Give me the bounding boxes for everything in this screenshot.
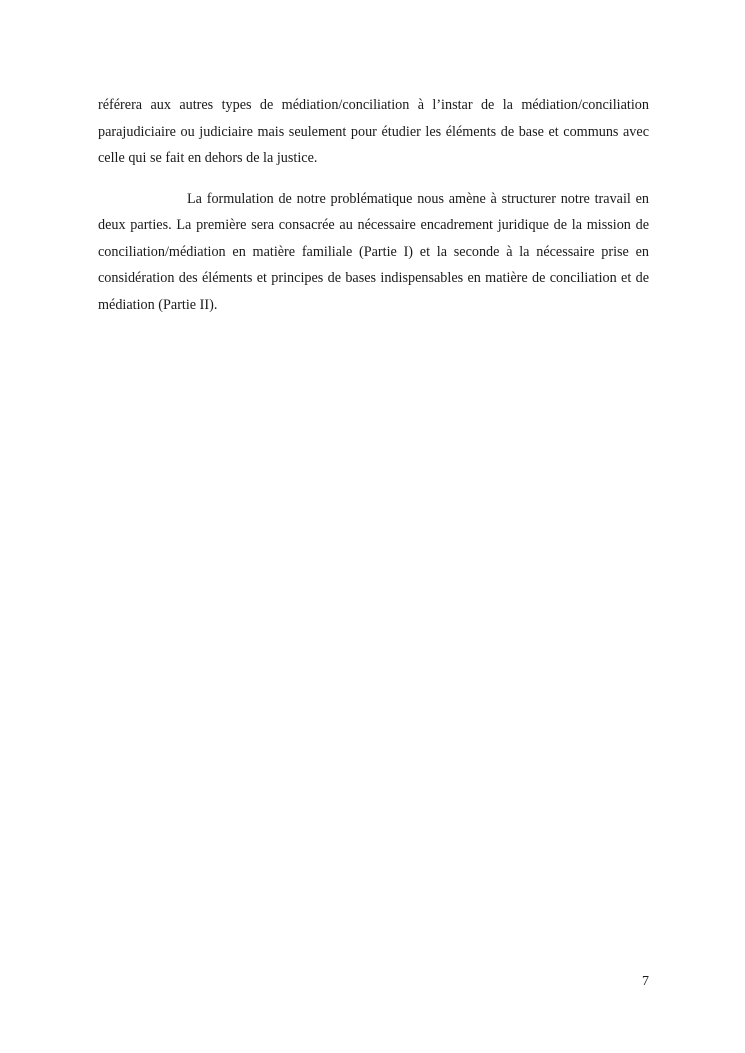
page-number: 7 xyxy=(642,974,649,989)
paragraph-continuation: référera aux autres types de médiation/conciliation à l’instar de la médiation/conciliation parajudiciaire ou judiciaire mais seulement pour étudier les éléments de base et communs avec celle qui se fait en dehors de la justice. xyxy=(98,97,649,166)
paragraph-problem-structure: La formulation de notre problématique nous amène à structurer notre travail en deux parties. La première sera consacrée au nécessaire encadrement juridique de la mission de conciliation/médiation en matière familiale (Partie I) et la seconde à la nécessaire prise en considération des éléments et principes de bases indispensables en matière de conciliation et de médiation (Partie II). xyxy=(98,190,649,313)
page-body xyxy=(98,92,649,318)
